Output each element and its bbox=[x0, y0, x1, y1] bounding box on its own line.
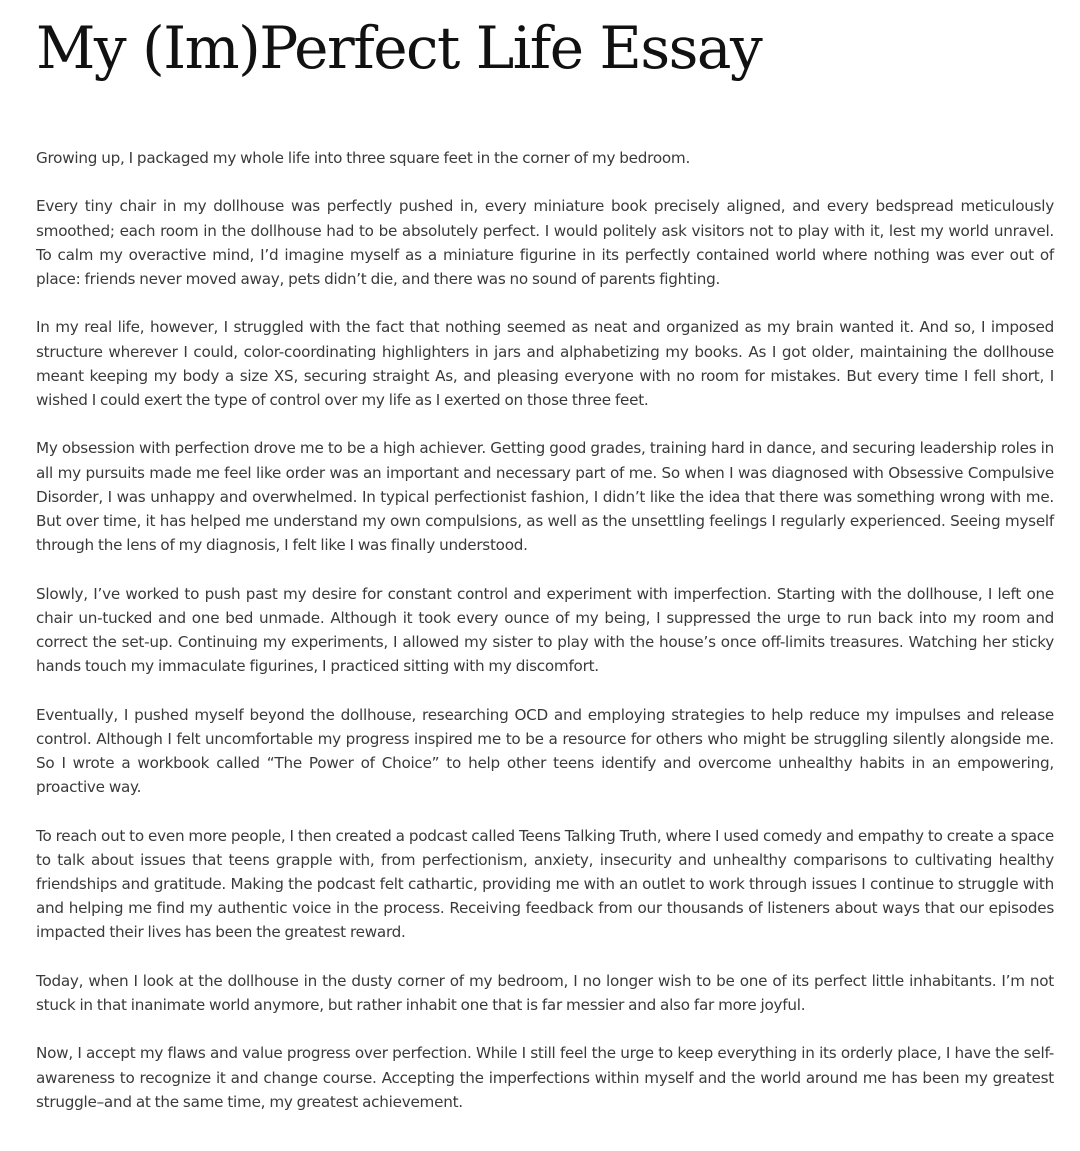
essay-paragraph-6: Eventually, I pushed myself beyond the dollhouse, researching OCD and employing strategies to help reduce my impulses and release control. Although I felt uncomfortable my progress inspired me to be a resource for others who might be struggling silently alongside me. So I wrote a workbook called “The Power of Choice” to help other teens identify and overcome unhealthy habits in an empowering, proactive way. bbox=[36, 705, 1054, 797]
essay-paragraph-8: Today, when I look at the dollhouse in the dusty corner of my bedroom, I no longer wish to be one of its perfect little inhabitants. I’m not stuck in that inanimate world anymore, but rather inhabit one that is far messier and also far more joyful. bbox=[36, 971, 1054, 1014]
essay-title: My (Im)Perfect Life Essay bbox=[36, 14, 762, 82]
essay-paragraph-7: To reach out to even more people, I then created a podcast called Teens Talking Truth, where I used comedy and empathy to create a space to talk about issues that teens grapple with, from perfectionism, anxiety, insecurity and unhealthy comparisons to cultivating healthy friendships and gratitude. Making the podcast felt cathartic, providing me with an outlet to work through issues I continue to struggle with and helping me find my authentic voice in the process. Receiving feedback from our thousands of listeners about ways that our episodes impacted their lives has been the greatest reward. bbox=[36, 826, 1054, 942]
essay-paragraph-5: Slowly, I’ve worked to push past my desire for constant control and experiment with imperfection. Starting with the dollhouse, I left one chair un-tucked and one bed unmade. Although it took every ounce of my being, I suppressed the urge to run back into my room and correct the set-up. Continuing my experiments, I allowed my sister to play with the house’s once off-limits treasures. Watching her sticky hands touch my immaculate figurines, I practiced sitting with my discomfort. bbox=[36, 584, 1054, 676]
essay-paragraph-2: Every tiny chair in my dollhouse was perfectly pushed in, every miniature book precisely aligned, and every bedspread meticulously smoothed; each room in the dollhouse had to be absolutely perfect. I would politely ask visitors not to play with it, lest my world unravel. To calm my overactive mind, I’d imagine myself as a miniature figurine in its perfectly contained world where nothing was ever out of place: friends never moved away, pets didn’t die, and there was no sound of parents fighting. bbox=[36, 197, 1054, 288]
essay-paragraph-3: In my real life, however, I struggled with the fact that nothing seemed as neat and organized as my brain wanted it. And so, I imposed structure wherever I could, color-coordinating highlighters in jars and alphabetizing my books. As I got older, maintaining the dollhouse meant keeping my body a size XS, securing straight As, and pleasing everyone with no room for mistakes. But every time I fell short, I wished I could exert the type of control over my life as I exerted on those three feet. bbox=[36, 318, 1054, 409]
essay-body bbox=[36, 146, 1054, 1138]
essay-paragraph-9: Now, I accept my flaws and value progress over perfection. While I still feel the urge to keep everything in its orderly place, I have the self-awareness to recognize it and change course. Accepting the imperfections within myself and the world around me has been my greatest struggle–and at the same time, my greatest achievement. bbox=[36, 1044, 1054, 1111]
essay-paragraph-1: Growing up, I packaged my whole life into three square feet in the corner of my bedroom. bbox=[36, 149, 691, 167]
essay-paragraph-4: My obsession with perfection drove me to be a high achiever. Getting good grades, training hard in dance, and securing leadership roles in all my pursuits made me feel like order was an important and necessary part of me. So when I was diagnosed with Obsessive Compulsive Disorder, I was unhappy and overwhelmed. In typical perfectionist fashion, I didn’t like the idea that there was something wrong with me. But over time, it has helped me understand my own compulsions, as well as the unsettling feelings I regularly experienced. Seeing myself through the lens of my diagnosis, I felt like I was finally understood. bbox=[36, 439, 1054, 555]
